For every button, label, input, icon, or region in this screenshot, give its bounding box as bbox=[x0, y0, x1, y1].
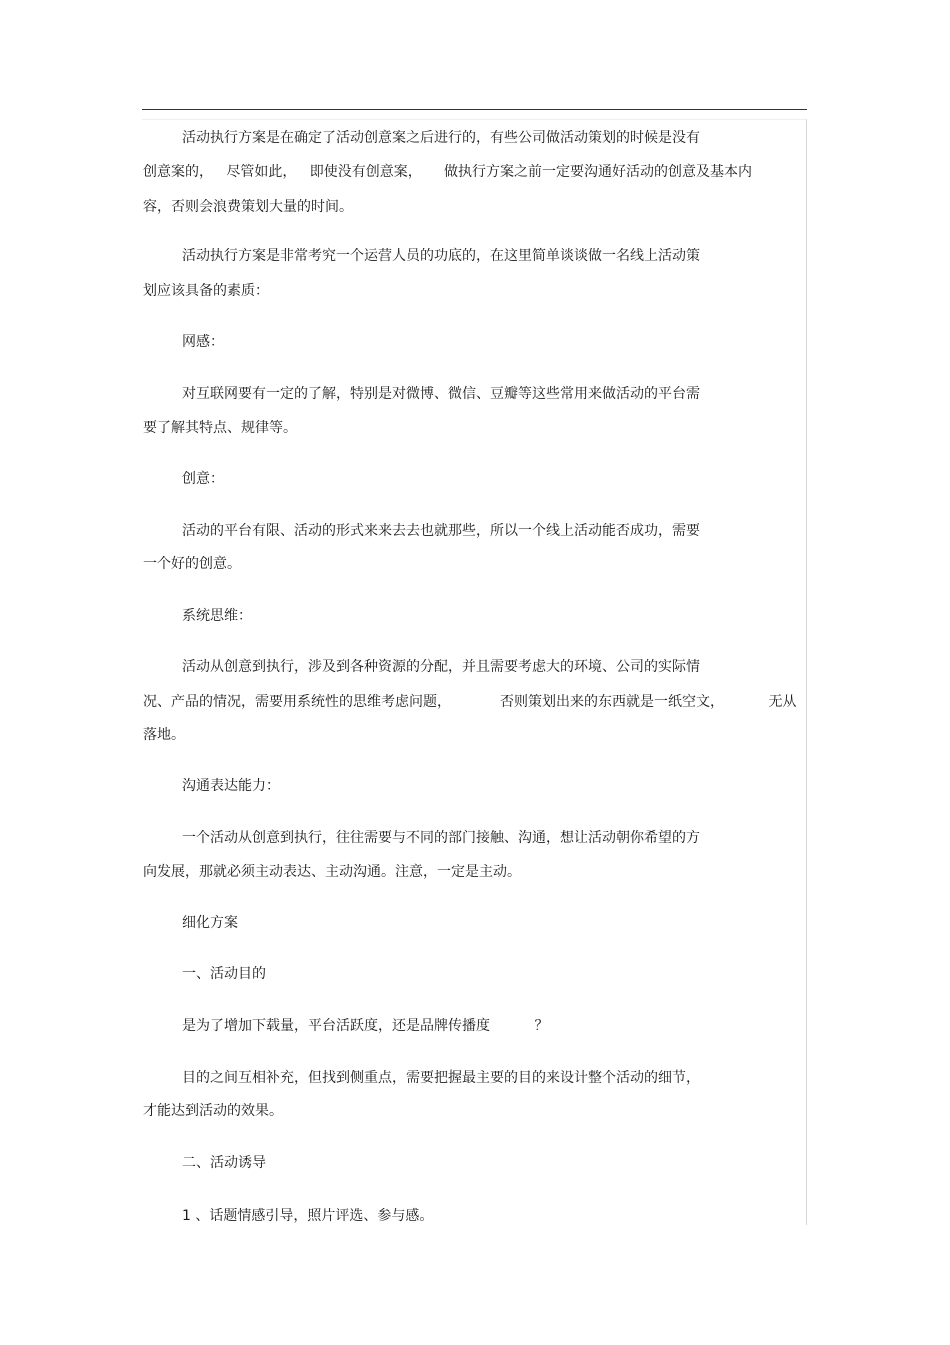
paragraph-line: 一个好的创意。 bbox=[143, 556, 241, 572]
section-heading: 沟通表达能力： bbox=[182, 778, 280, 794]
paragraph-line: 向发展，那就必须主动表达、主动沟通。注意，一定是主动。 bbox=[143, 864, 521, 880]
paragraph-line: 要了解其特点、规律等。 bbox=[143, 420, 297, 436]
paragraph-line: 划应该具备的素质： bbox=[143, 283, 269, 299]
section-heading: 创意： bbox=[182, 471, 224, 487]
header-rule bbox=[142, 109, 807, 110]
paragraph-line: 活动执行方案是在确定了活动创意案之后进行的，有些公司做活动策划的时候是没有 bbox=[182, 130, 700, 146]
paragraph-line: 1 、话题情感引导，照片评选、参与感。 bbox=[182, 1208, 434, 1224]
section-heading: 细化方案 bbox=[182, 915, 238, 931]
section-heading: 系统思维： bbox=[182, 608, 252, 624]
paragraph-line: 对互联网要有一定的了解，特别是对微博、微信、豆瓣等这些常用来做活动的平台需 bbox=[182, 386, 700, 402]
paragraph-line: 是为了增加下载量，平台活跃度，还是品牌传播度 ？ bbox=[182, 1018, 549, 1034]
paragraph-line: 落地。 bbox=[143, 727, 185, 743]
paragraph-line: 况、产品的情况，需要用系统性的思维考虑问题， 否则策划出来的东西就是一纸空文， 无从 bbox=[143, 694, 797, 710]
section-heading: 二、活动诱导 bbox=[182, 1155, 266, 1171]
paragraph-line: 一个活动从创意到执行，往往需要与不同的部门接触、沟通，想让活动朝你希望的方 bbox=[182, 830, 700, 846]
paragraph-line: 才能达到活动的效果。 bbox=[143, 1103, 283, 1119]
section-heading: 网感： bbox=[182, 334, 224, 350]
paragraph-line: 创意案的， 尽管如此， 即使没有创意案， 做执行方案之前一定要沟通好活动的创意及基本内 bbox=[143, 164, 752, 180]
paragraph-line: 活动执行方案是非常考究一个运营人员的功底的，在这里简单谈谈做一名线上活动策 bbox=[182, 248, 700, 264]
paragraph-line: 容，否则会浪费策划大量的时间。 bbox=[143, 199, 353, 215]
paragraph-line: 活动从创意到执行，涉及到各种资源的分配，并且需要考虑大的环境、公司的实际情 bbox=[182, 659, 700, 675]
section-heading: 一、活动目的 bbox=[182, 966, 266, 982]
paragraph-line: 活动的平台有限、活动的形式来来去去也就那些，所以一个线上活动能否成功，需要 bbox=[182, 523, 700, 539]
paragraph-line: 目的之间互相补充，但找到侧重点，需要把握最主要的目的来设计整个活动的细节， bbox=[182, 1070, 700, 1086]
